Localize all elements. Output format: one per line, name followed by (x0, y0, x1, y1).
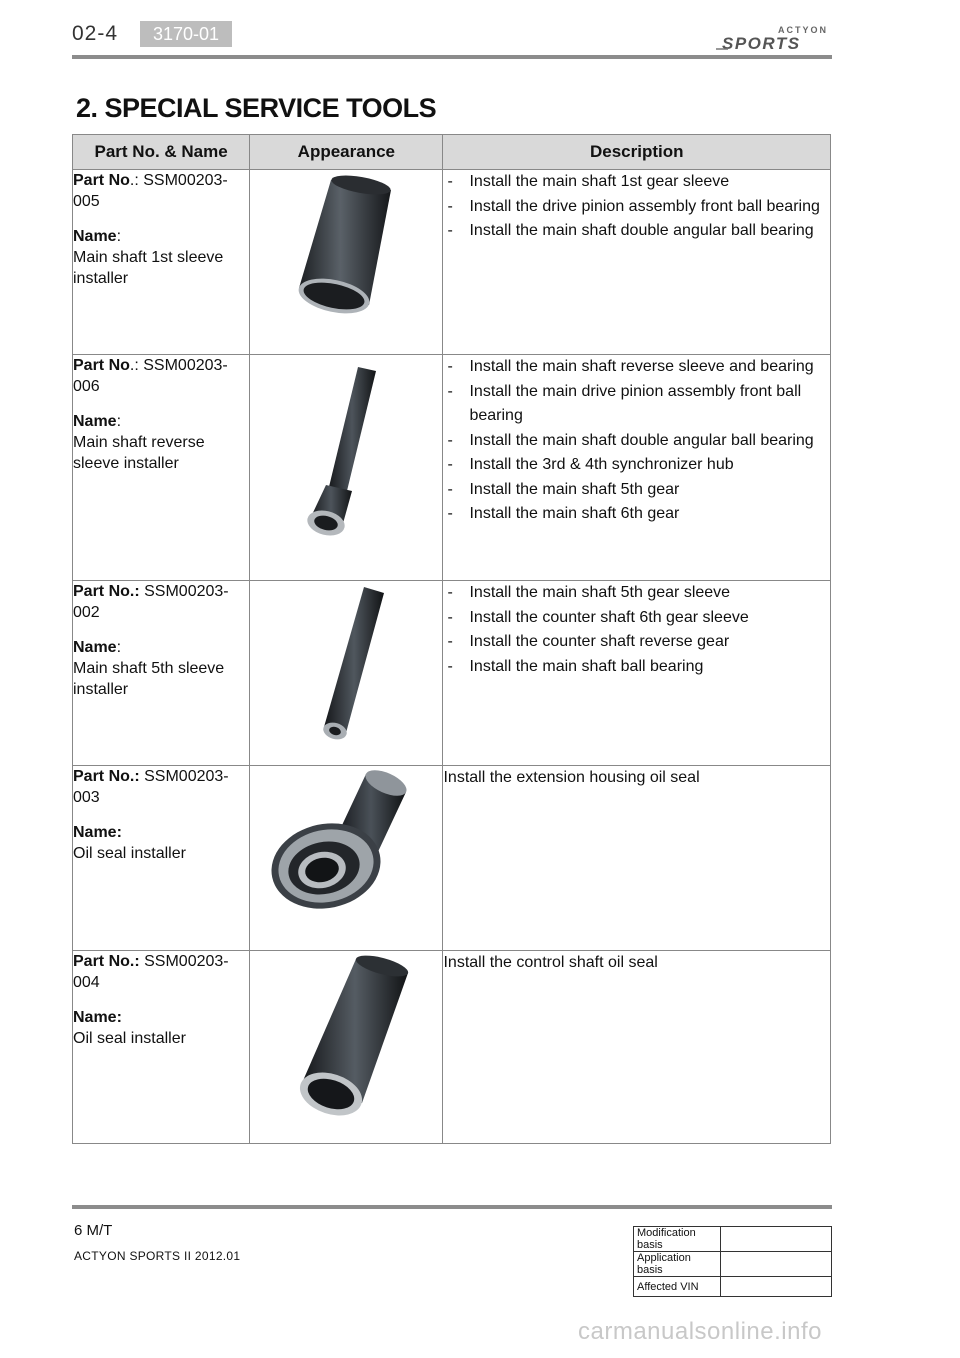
section-code-badge: 3170-01 (140, 21, 232, 47)
tool-name: Oil seal installer (73, 845, 186, 862)
part-no-label: Part No (73, 172, 130, 189)
extension-housing-oil-seal-installer-photo (266, 766, 426, 916)
appearance-cell (250, 581, 443, 766)
description-item: - Install the counter shaft reverse gear (447, 630, 830, 655)
tool-name: Main shaft 1st sleeve installer (73, 249, 224, 287)
modification-info-table (633, 1226, 832, 1297)
name-label: Name (73, 228, 117, 245)
name-label: Name (73, 639, 117, 656)
description-item: - Install the counter shaft 6th gear sleeve (447, 606, 830, 631)
description-cell (443, 355, 831, 581)
section-title: 2. SPECIAL SERVICE TOOLS (76, 93, 437, 123)
part-no-value: SSM00203-002 (73, 583, 229, 621)
description-cell (443, 766, 831, 951)
description-item: - Install the drive pinion assembly front ball bearing (447, 195, 830, 220)
description-item: - Install the main drive pinion assembly front ball bearing (447, 380, 830, 429)
description-item: - Install the main shaft 5th gear (447, 478, 830, 503)
description-item: - Install the main shaft 5th gear sleeve (447, 581, 830, 606)
part-cell: Part No.: SSM00203-005 Name: Main shaft 1st sleeve installer (73, 170, 250, 355)
main-shaft-reverse-sleeve-installer-photo (296, 355, 396, 545)
main-shaft-5th-sleeve-installer-photo (296, 581, 396, 746)
description-item: - Install the main shaft 6th gear (447, 502, 830, 527)
appearance-cell (250, 951, 443, 1144)
header-rule (72, 55, 832, 59)
description-item: - Install the main shaft double angular ball bearing (447, 429, 830, 454)
description-item: - Install the main shaft 1st gear sleeve (447, 170, 830, 195)
appearance-cell (250, 766, 443, 951)
table-row (73, 581, 831, 766)
tool-name: Main shaft 5th sleeve installer (73, 660, 225, 698)
header-part-no-name: Part No. & Name (73, 135, 250, 170)
table-row (73, 766, 831, 951)
appearance-cell (250, 355, 443, 581)
part-no-label: Part No.: (73, 583, 140, 600)
part-no-value: SSM00203-003 (73, 768, 229, 806)
application-basis-value (721, 1252, 832, 1277)
part-cell (73, 951, 250, 1144)
main-shaft-1st-sleeve-installer-photo (291, 170, 401, 320)
table-row (73, 355, 831, 581)
modification-basis-value (721, 1227, 832, 1252)
header-description: Description (443, 135, 831, 170)
footer-section-label: 6 M/T (74, 1222, 113, 1239)
page-number: 02-4 (72, 22, 119, 45)
description-cell (443, 581, 831, 766)
part-cell (73, 766, 250, 951)
description-text: Install the control shaft oil seal (443, 954, 658, 971)
affected-vin-value (721, 1277, 832, 1297)
part-cell: Part No.: SSM00203-006 Name: Main shaft reverse sleeve installer (73, 355, 250, 581)
description-item: - Install the main shaft double angular ball bearing (447, 219, 830, 244)
footer-model-label: ACTYON SPORTS II 2012.01 (74, 1249, 241, 1263)
header-appearance: Appearance (250, 135, 443, 170)
special-tools-table (72, 134, 831, 1144)
name-label: Name: (73, 824, 122, 841)
actyon-sports-logo (716, 22, 832, 52)
part-no-label: Part No (73, 357, 130, 374)
part-no-label: Part No.: (73, 953, 140, 970)
table-row (73, 170, 831, 355)
part-no-value: SSM00203-005 (73, 172, 228, 210)
modification-basis-label: Modification basis (634, 1227, 721, 1252)
description-item: - Install the 3rd & 4th synchronizer hub (447, 453, 830, 478)
name-label: Name: (73, 1009, 122, 1026)
part-cell: Part No.: SSM00203-002 Name: Main shaft 5th sleeve installer (73, 581, 250, 766)
part-no-label: Part No.: (73, 768, 140, 785)
control-shaft-oil-seal-installer-photo (276, 951, 416, 1121)
brand-top-text: ACTYON (778, 25, 828, 35)
description-item: - Install the main shaft ball bearing (447, 655, 830, 680)
brand-main-text: SPORTS (722, 34, 801, 52)
name-label: Name (73, 413, 117, 430)
tool-name: Main shaft reverse sleeve installer (73, 434, 205, 472)
description-cell (443, 951, 831, 1144)
description-cell (443, 170, 831, 355)
application-basis-label: Application basis (634, 1252, 721, 1277)
table-row (634, 1227, 832, 1252)
description-item: - Install the main shaft reverse sleeve and bearing (447, 355, 830, 380)
part-no-value: SSM00203-004 (73, 953, 229, 991)
watermark: carmanualsonline.info (578, 1318, 822, 1345)
appearance-cell (250, 170, 443, 355)
table-row (634, 1277, 832, 1297)
table-row (634, 1252, 832, 1277)
footer-rule (72, 1205, 832, 1209)
table-row (73, 951, 831, 1144)
tool-name: Oil seal installer (73, 1030, 186, 1047)
part-no-value: SSM00203-006 (73, 357, 228, 395)
table-header-row (73, 135, 831, 170)
affected-vin-label: Affected VIN (634, 1277, 721, 1297)
description-text: Install the extension housing oil seal (443, 769, 700, 786)
